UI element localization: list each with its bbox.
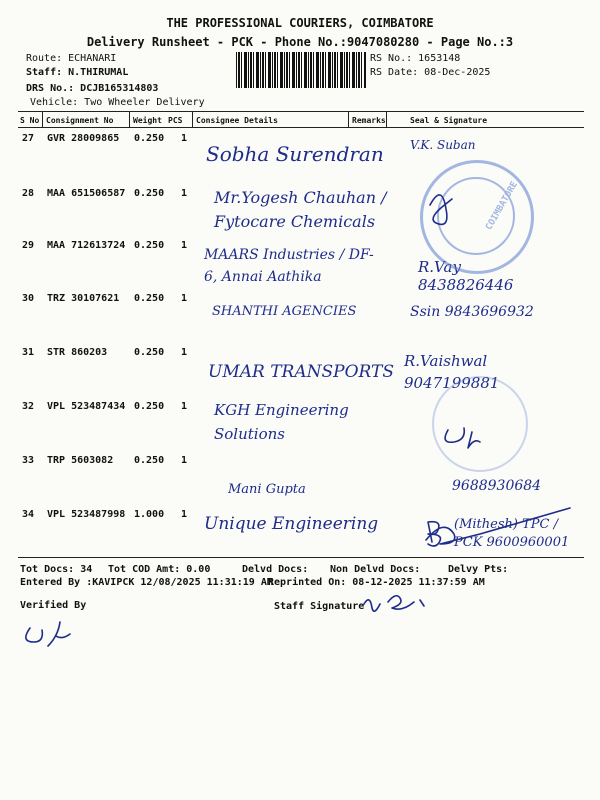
- non-delivered-docs: Non Delvd Docs:: [330, 564, 421, 575]
- sig-row28: [430, 195, 452, 224]
- verified-signature: [26, 622, 70, 646]
- handwritten-consignee: Mani Gupta: [228, 482, 306, 497]
- row-sno: 32: [22, 401, 35, 412]
- row-consignment: STR 860203: [47, 347, 108, 358]
- handwritten-remark: V.K. Suban: [410, 138, 476, 152]
- col-consignee: Consignee Details: [196, 116, 278, 125]
- handwritten-consignee: Sobha Surendran: [206, 142, 384, 166]
- row-weight: 0.250: [134, 347, 165, 358]
- delivered-docs: Delvd Docs:: [242, 564, 309, 575]
- row-sno: 27: [22, 133, 35, 144]
- runsheet-title: Delivery Runsheet - PCK - Phone No.:9047080280 - Page No.:3: [86, 35, 514, 49]
- handwritten-consignee: SHANTHI AGENCIES: [212, 304, 357, 319]
- row-weight: 0.250: [134, 293, 165, 304]
- row-pcs: 1: [181, 240, 188, 251]
- rs-date: RS Date: 08-Dec-2025: [370, 67, 491, 78]
- drs-number: DRS No.: DCJB165314803: [26, 83, 159, 94]
- row-sno: 34: [22, 509, 35, 520]
- col-remarks: Remarks: [352, 116, 386, 125]
- col-sno: S No: [20, 116, 40, 125]
- sig-row32: [445, 428, 480, 448]
- verified-by: Verified By: [20, 600, 87, 611]
- row-weight: 0.250: [134, 455, 165, 466]
- row-pcs: 1: [181, 347, 188, 358]
- row-sno: 28: [22, 188, 35, 199]
- vehicle-label: Vehicle: Two Wheeler Delivery: [30, 97, 205, 108]
- staff-signature-label: Staff Signature: [274, 601, 365, 612]
- company-title: THE PROFESSIONAL COURIERS, COIMBATORE: [166, 16, 434, 30]
- row-consignment: TRZ 30107621: [47, 293, 120, 304]
- row-weight: 0.250: [134, 188, 165, 199]
- row-sno: 30: [22, 293, 35, 304]
- row-consignment: MAA 712613724: [47, 240, 126, 251]
- row-consignment: MAA 651506587: [47, 188, 126, 199]
- total-cod: Tot COD Amt: 0.00: [108, 564, 211, 575]
- row-weight: 0.250: [134, 133, 165, 144]
- row-sno: 31: [22, 347, 35, 358]
- handwritten-remark: R.Vay 8438826446: [418, 258, 514, 294]
- handwritten-remark: R.Vaishwal 9047199881: [404, 352, 500, 392]
- total-docs: Tot Docs: 34: [20, 564, 93, 575]
- row-sno: 33: [22, 455, 35, 466]
- handwritten-remark: (Mithesh) TPC / PCK 9600960001: [454, 517, 570, 550]
- row-weight: 0.250: [134, 401, 165, 412]
- handwritten-remark: 9688930684: [452, 478, 542, 494]
- staff-signature: [364, 596, 424, 611]
- col-consignment: Consignment No: [46, 116, 114, 125]
- row-weight: 1.000: [134, 509, 165, 520]
- row-pcs: 1: [181, 455, 188, 466]
- row-consignment: VPL 523487434: [47, 401, 126, 412]
- row-pcs: 1: [181, 401, 188, 412]
- route-label: Route: ECHANARI: [26, 53, 117, 64]
- sig-row34-b: [428, 522, 440, 546]
- handwritten-consignee: Unique Engineering: [204, 514, 379, 534]
- stamp-text: COIMBATORE: [484, 180, 520, 232]
- row-consignment: GVR 28009865: [47, 133, 120, 144]
- row-weight: 0.250: [134, 240, 165, 251]
- entered-by: Entered By :KAVIPCK 12/08/2025 11:31:19 AM: [20, 577, 273, 588]
- handwritten-consignee: UMAR TRANSPORTS: [208, 362, 395, 382]
- row-pcs: 1: [181, 293, 188, 304]
- rs-number: RS No.: 1653148: [370, 53, 461, 64]
- handwritten-consignee: MAARS Industries / DF-6, Annai Aathika: [204, 247, 374, 285]
- staff-label: Staff: N.THIRUMAL: [26, 67, 129, 78]
- col-seal-signature: Seal & Signature: [410, 116, 488, 125]
- row-sno: 29: [22, 240, 35, 251]
- handwritten-remark: Ssin 9843696932: [410, 304, 534, 320]
- handwritten-consignee: Mr.Yogesh Chauhan / Fytocare Chemicals: [214, 188, 387, 231]
- handwritten-consignee: KGH Engineering Solutions: [214, 401, 349, 443]
- row-consignment: TRP 5603082: [47, 455, 114, 466]
- row-pcs: 1: [181, 133, 188, 144]
- col-weight: Weight: [133, 116, 162, 125]
- row-pcs: 1: [181, 188, 188, 199]
- reprinted-on: Reprinted On: 08-12-2025 11:37:59 AM: [268, 577, 485, 588]
- col-pcs: PCS: [168, 116, 183, 125]
- delivery-points: Delvy Pts:: [448, 564, 509, 575]
- row-consignment: VPL 523487998: [47, 509, 126, 520]
- sig-row34-arrow: [426, 508, 570, 544]
- row-pcs: 1: [181, 509, 188, 520]
